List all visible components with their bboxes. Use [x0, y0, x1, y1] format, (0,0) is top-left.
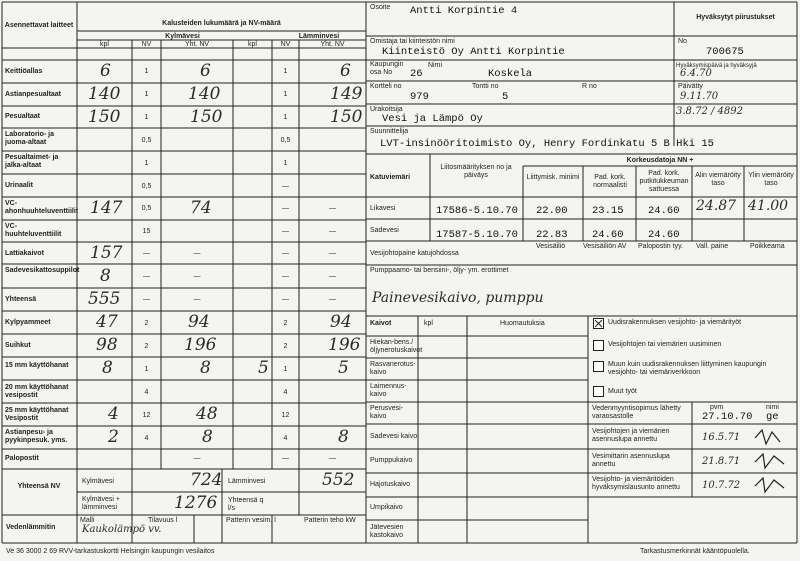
approval-value: 21.8.71 [702, 456, 741, 467]
row-label: Lattiakaivot [5, 250, 44, 257]
nv-value: 4 [144, 435, 149, 442]
col-header-laitteet: Asennettavat laitteet [4, 22, 74, 29]
liitosmaar-label: Liitosmäärityksen no ja päiväys [440, 164, 512, 179]
nv2-value: 4 [283, 389, 288, 396]
col-nv2: NV [280, 41, 291, 48]
omistaja-label: Omistaja tai kiinteistön nimi [370, 38, 455, 45]
totals-label: Yhteensä NV [17, 483, 61, 490]
yht2-value: — [329, 228, 336, 235]
yht-value: — [193, 273, 201, 280]
kpl-value: 47 [96, 312, 118, 332]
conn-row-min: 22.00 [536, 205, 568, 217]
nv-value: 1 [144, 68, 149, 75]
vesijohto-label: Vesijohtopaine katujohdossa [370, 250, 459, 257]
nv2-value: 1 [283, 68, 288, 75]
ylin-label: Ylin viemäröity taso [748, 172, 794, 187]
kpl-value: 8 [102, 358, 113, 378]
nv-value: 0,5 [141, 205, 152, 212]
row-label: VC-ahonhuuhteluventtiilit [5, 200, 79, 215]
yht2-value: 5 [338, 358, 349, 378]
nv2-value: 1 [283, 91, 288, 98]
col-header-lamminvesi: Lämminvesi [298, 33, 340, 40]
nv-value: 0,5 [141, 183, 152, 190]
totals-lammin-value: 552 [322, 470, 355, 490]
kortteli-value: 979 [410, 91, 429, 103]
no-label: No [678, 38, 687, 45]
sop-nimi-label: nimi [766, 404, 779, 411]
approval-value: 10.7.72 [702, 480, 741, 491]
yht-value: 6 [200, 61, 211, 81]
kaivo-item: Umpikaivo [370, 504, 403, 511]
yht2-value: 150 [330, 107, 363, 127]
urakoitsija-value: Vesi ja Lämpö Oy [382, 113, 483, 125]
totals-kyl-lam-value: 1276 [174, 493, 218, 513]
nv2-value: 2 [283, 343, 288, 350]
urakoitsija-label: Urakoitsija [370, 106, 403, 113]
patterin-vesim-label: Patterin vesim. l [226, 517, 276, 524]
col-header-kylmavesi: Kylmävesi [165, 33, 200, 40]
nv2-value: — [282, 296, 289, 303]
pumppaamo-label: Pumppaamo- tai bensiini-, öljy- ym. erottimet [370, 267, 509, 274]
nv-value: 2 [144, 343, 149, 350]
kpl-value: 555 [88, 289, 121, 309]
hyv-date-label: Hyväksymispäivä ja hyväksyjä [676, 63, 757, 69]
nv2-value: 0,5 [280, 137, 291, 144]
approval-label: Vesijohto- ja viemäritöiden hyväksymislausunto annettu [592, 476, 680, 491]
row-label: Yhteensä [5, 296, 37, 303]
hyvaksytyt-label: Hyväksytyt piirustukset [696, 14, 775, 21]
check-label: Vesijohtojen tai viemärien uusiminen [608, 341, 722, 348]
nv2-value: 2 [283, 320, 288, 327]
row-label: Urinaalit [5, 182, 34, 189]
nv-value: 1 [144, 114, 149, 121]
nv-value: 2 [144, 320, 149, 327]
kaivo-item: Perusvesi-kaivo [370, 405, 404, 420]
signature-marks [750, 426, 795, 496]
kaupunginosa-label: Kaupungin osa No [370, 61, 404, 76]
kortteli-label: Kortteli no [370, 83, 402, 90]
nv2-value: 12 [281, 412, 290, 419]
poikkeama-label: Poikkeama [750, 243, 785, 250]
kpl-value: 147 [90, 198, 123, 218]
kaivo-item: Laimennus-kaivo [370, 383, 407, 398]
conn-row-norm: 23.15 [592, 205, 624, 217]
korkeus-label: Korkeusdatoja NN + [626, 157, 694, 164]
check-label: Muut työt [608, 388, 637, 395]
nv2-value: — [282, 183, 289, 190]
totals-yhteensa-ql: Yhteensä q l/s [228, 497, 264, 512]
sop-signature: ge [766, 411, 779, 423]
nv2-value: 1 [283, 366, 288, 373]
vall-label: Vall. paine [696, 243, 729, 250]
footer-right: Tarkastusmerkinnät kääntöpuolella. [640, 548, 750, 555]
row-label: Laboratorio- ja juoma-altaat [5, 131, 55, 146]
check-liittyminen[interactable] [593, 361, 604, 372]
kpl-value: 4 [108, 404, 119, 424]
yht-value: — [193, 250, 201, 257]
check-label: Muun kuin uudisrakennuksen liittyminen kaupungin vesijohto- tai viemäriverkkoon [608, 361, 767, 376]
nv-value: 4 [144, 389, 149, 396]
nv-value: — [143, 273, 150, 280]
osoite-label: Osoite [370, 4, 391, 11]
nv-value: — [143, 296, 150, 303]
nv2-value: 1 [283, 160, 288, 167]
vesisailio-label: Vesisäiliö [536, 243, 566, 250]
conn-row-norm: 24.60 [592, 229, 624, 241]
yht-value: — [193, 455, 201, 462]
conn-row-tukk: 24.60 [648, 229, 680, 241]
yht-value: — [193, 296, 201, 303]
yht-value: 48 [196, 404, 218, 424]
yht-value: 196 [184, 335, 217, 355]
footer-left: Ve 36 3000 2 69 RVV-tarkastuskortti Helsingin kaupungin vesilaitos [6, 548, 215, 555]
no-value: 700675 [706, 46, 744, 58]
kaivo-item: Sadevesi kaivo [370, 433, 418, 440]
nimi-value: Koskela [488, 68, 533, 80]
conn-row-label: Sadevesi [370, 227, 399, 234]
suunnittelija-value: LVT-insinööritoimisto Oy, Henry Fordinkatu 5 B Hki 15 [380, 138, 714, 150]
kaivo-item: Jätevesien kastokaivo [370, 524, 404, 539]
yht-value: 150 [190, 107, 223, 127]
kpl-value: 2 [108, 427, 119, 447]
pumppaamo-value: Painevesikaivo, pumppu [372, 290, 544, 306]
kpl-value: 140 [88, 84, 121, 104]
conn-row-label: Likavesi [370, 205, 396, 212]
yht-value: 8 [202, 427, 213, 447]
row-label: VC-huuhteluventtiilit [5, 223, 62, 238]
katuviemari-label: Katuviemäri [370, 174, 411, 181]
rno-label: R no [582, 83, 597, 90]
tontti-label: Tontti no [472, 83, 499, 90]
liittymisk-label: Liittymisk. minimi [526, 174, 580, 181]
kpl2-value: 5 [258, 358, 269, 378]
col-yht: Yht. NV [184, 41, 210, 48]
yht2-value: — [329, 205, 336, 212]
yht2-value: 94 [330, 312, 352, 332]
check-uudisrakennus[interactable] [593, 318, 604, 329]
kaivot-huom-header: Huomautuksia [500, 320, 545, 327]
yht2-value: 196 [328, 335, 361, 355]
palopostin-label: Palopostin tyy. [638, 243, 684, 250]
padkork-label: Pad. kork. normaalisti [593, 174, 627, 189]
conn-row-ylin: 41.00 [748, 198, 789, 214]
row-label: 20 mm käyttöhanat vesipostit [5, 384, 69, 399]
check-muut[interactable] [593, 386, 604, 397]
kaivot-kpl-header: kpl [424, 320, 433, 327]
nimi-label: Nimi [428, 62, 442, 69]
check-label: Uudisrakennuksen vesijohto- ja viemärityöt [608, 319, 742, 326]
nv2-value: — [282, 205, 289, 212]
yht2-value: — [329, 455, 336, 462]
row-label: 25 mm käyttöhanat Vesipostit [5, 407, 69, 422]
row-label: Kylpyammeet [5, 319, 51, 326]
yht2-value: 8 [338, 427, 349, 447]
nv-value: — [143, 250, 150, 257]
yht2-value: 149 [330, 84, 363, 104]
kpl-value: 150 [88, 107, 121, 127]
sop-label: Vedenmyyntisopimus lähetty varaosastolle [592, 405, 681, 420]
approval-value: 16.5.71 [702, 432, 741, 443]
kpl-value: 157 [90, 243, 123, 263]
kaupunginosa-value: 26 [410, 68, 423, 80]
kaivot-header: Kaivot [370, 320, 392, 327]
approval-label: Vesijohtojen ja viemärien asennuslupa annettu [592, 428, 670, 443]
totals-kylmavesi-value: 724 [190, 470, 223, 490]
row-label: Astianpesualtaat [5, 91, 62, 98]
checkmark-icon [594, 319, 603, 328]
row-label: Pesualtaat [5, 113, 41, 120]
kaivo-item: Rasvanerotus-kaivo [370, 361, 416, 376]
yht2-value: — [329, 273, 336, 280]
col-kpl: kpl [100, 41, 109, 48]
col-nv: NV [141, 41, 152, 48]
row-label: Palopostit [5, 455, 39, 462]
conn-row-tukk: 24.60 [648, 205, 680, 217]
conn-row-alin: 24.87 [696, 198, 737, 214]
alin-label: Alin viemäröity taso [695, 172, 741, 187]
nv-value: 12 [142, 412, 151, 419]
totals-kyl-lam-label: Kylmävesi + lämminvesi [82, 496, 120, 511]
yht2-value: — [329, 250, 336, 257]
vesisailion-label: Vesisäiliön AV [583, 243, 627, 250]
paivatty-label: Päivätty [678, 83, 703, 90]
yht2-value: 6 [340, 61, 351, 81]
nv2-value: 4 [283, 435, 288, 442]
totals-lammin-label: Lämminvesi [228, 478, 266, 485]
kpl-value: 98 [96, 335, 118, 355]
nv-value: 1 [144, 366, 149, 373]
padkork2-label: Pad. kork. putkitukkeuman sattuessa [639, 170, 689, 193]
nv2-value: — [282, 273, 289, 280]
sop-date: 27.10.70 [702, 411, 753, 423]
kaivo-item: Hajotuskaivo [370, 481, 411, 488]
omistaja-value: Kiinteistö Oy Antti Korpintie [382, 46, 565, 58]
row-label: Astianpesu- ja pyykinpesuk. yms. [5, 429, 68, 444]
conn-row-liitos: 17587-5.10.70 [436, 229, 518, 241]
row-label: Sadevesikattosuppilot [5, 267, 80, 274]
approval-label: Vesimittarin asennuslupa annettu [592, 453, 670, 468]
col-header-kalusteiden: Kalusteiden lukumäärä ja NV-määrä [162, 20, 281, 27]
malli-value: Kaukolämpö vv. [82, 524, 162, 535]
kpl-value: 6 [100, 61, 111, 81]
patterin-teho-label: Patterin teho kW [304, 517, 356, 524]
vedenlammitin-label: Vedenlämmitin [6, 524, 56, 531]
nv2-value: — [282, 455, 289, 462]
nv2-value: 1 [283, 114, 288, 121]
extra-date: 3.8.72 / 4892 [676, 106, 743, 117]
yht-value: 74 [190, 198, 212, 218]
osoite-value: Antti Korpintie 4 [410, 5, 518, 17]
malli-label: Malli [80, 517, 95, 524]
totals-kylmavesi-label: Kylmävesi [82, 478, 114, 485]
row-label: 15 mm käyttöhanat [5, 362, 69, 369]
tontti-value: 5 [502, 91, 509, 103]
nv-value: 1 [144, 91, 149, 98]
sop-pvm-label: pvm [710, 404, 724, 411]
yht-value: 8 [200, 358, 211, 378]
conn-row-liitos: 17586-5.10.70 [436, 205, 518, 217]
col-kpl2: kpl [248, 41, 257, 48]
nv-value: 0,5 [141, 137, 152, 144]
col-yht2: Yht. NV [320, 41, 345, 48]
check-uusiminen[interactable] [593, 340, 604, 351]
kaivo-item: Pumppukaivo [370, 457, 413, 464]
nv2-value: — [282, 250, 289, 257]
tilavuus-label: Tilavuus l [148, 517, 178, 524]
yht-value: 94 [188, 312, 210, 332]
paivatty-value: 9.11.70 [680, 91, 719, 102]
kaivo-item: Hiekan-bens./öljynerotuskaivot [370, 339, 423, 354]
conn-row-min: 22.83 [536, 229, 568, 241]
row-label: Pesualtaimet- ja jalka-altaat [5, 154, 59, 169]
row-label: Keittiöallas [5, 68, 43, 75]
yht-value: 140 [188, 84, 221, 104]
nv-value: 1 [144, 160, 149, 167]
row-label: Suihkut [5, 342, 31, 349]
hyv-date-value: 6.4.70 [680, 68, 712, 79]
nv2-value: — [282, 228, 289, 235]
suunnittelija-label: Suunnittelija [370, 128, 409, 135]
kpl-value: 8 [100, 266, 111, 286]
yht2-value: — [329, 296, 336, 303]
nv-value: 15 [142, 228, 151, 235]
